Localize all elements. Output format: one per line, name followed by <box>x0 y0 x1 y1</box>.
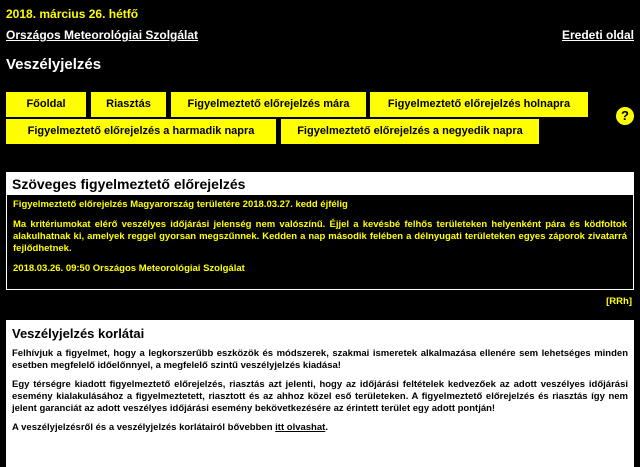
limits-p3-suffix: . <box>325 422 328 433</box>
rss-link[interactable]: [RRh] <box>606 296 632 307</box>
limits-heading: Veszélyjelzés korlátai <box>12 326 145 341</box>
tab-warning-tomorrow[interactable]: Figyelmeztető előrejelzés holnapra <box>370 92 588 117</box>
read-more-link[interactable]: itt olvashat <box>275 422 326 433</box>
limits-paragraph-1: Felhívjuk a figyelmet, hogy a legkorszerűbb eszközök és módszerek, szakmai ismeretek alkalmazása ellenére sem lehetséges minden esetben megfelelő időelőnnyel, a megfelelő szintű veszélyjelzés kiadása! <box>12 348 628 371</box>
tab-warning-day3[interactable]: Figyelmeztető előrejelzés a harmadik napra <box>6 119 276 144</box>
tab-alert[interactable]: Riasztás <box>91 92 166 117</box>
forecast-body <box>7 195 633 287</box>
forecast-text: Ma kritériumokat elérő veszélyes időjárási jelenség nem valószínű. Éjjel a kevésbé felhős területeken helyenként pára és ködfoltok alakulhatnak ki, amelyek reggel gyorsan megszűnnek. Kedden a nap második felében a délnyugati területeken egyes záporok zivatarrá fejlődhetnek. <box>13 219 627 254</box>
help-icon[interactable]: ? <box>616 107 634 125</box>
forecast-panel <box>6 172 634 290</box>
original-page-link[interactable]: Eredeti oldal <box>561 28 634 42</box>
forecast-heading: Szöveges figyelmeztető előrejelzés <box>7 173 633 195</box>
limits-p3-prefix: A veszélyjelzésről és a veszélyjelzés korlátairól bővebben <box>12 422 276 433</box>
org-link[interactable]: Országos Meteorológiai Szolgálat <box>6 28 199 42</box>
tab-home[interactable]: Főoldal <box>6 92 86 117</box>
page-title: Veszélyjelzés <box>6 56 102 73</box>
tab-warning-day4[interactable]: Figyelmeztető előrejelzés a negyedik napra <box>281 119 539 144</box>
limits-panel <box>6 320 634 467</box>
forecast-validity: Figyelmeztető előrejelzés Magyarország területére 2018.03.27. kedd éjfélig <box>13 199 348 210</box>
date-label: 2018. március 26. hétfő <box>6 7 139 21</box>
limits-paragraph-2: Egy térségre kiadott figyelmeztető előrejelzés, riasztás azt jelenti, hogy az időjárási feltételek kedvezőek az adott veszélyes időjárási esemény kialakulásához a figyelmeztetett, riasztott és az ahhoz közel eső területeken. A figyelmeztető előrejelzés és riasztás így nem jelent garanciát az adott veszélyes időjárási esemény bekövetkezésére az érintett terület egy adott pontján! <box>12 379 628 414</box>
forecast-issued: 2018.03.26. 09:50 Országos Meteorológiai Szolgálat <box>13 263 245 274</box>
limits-paragraph-3 <box>12 422 628 434</box>
tab-warning-today[interactable]: Figyelmeztető előrejelzés mára <box>171 92 366 117</box>
